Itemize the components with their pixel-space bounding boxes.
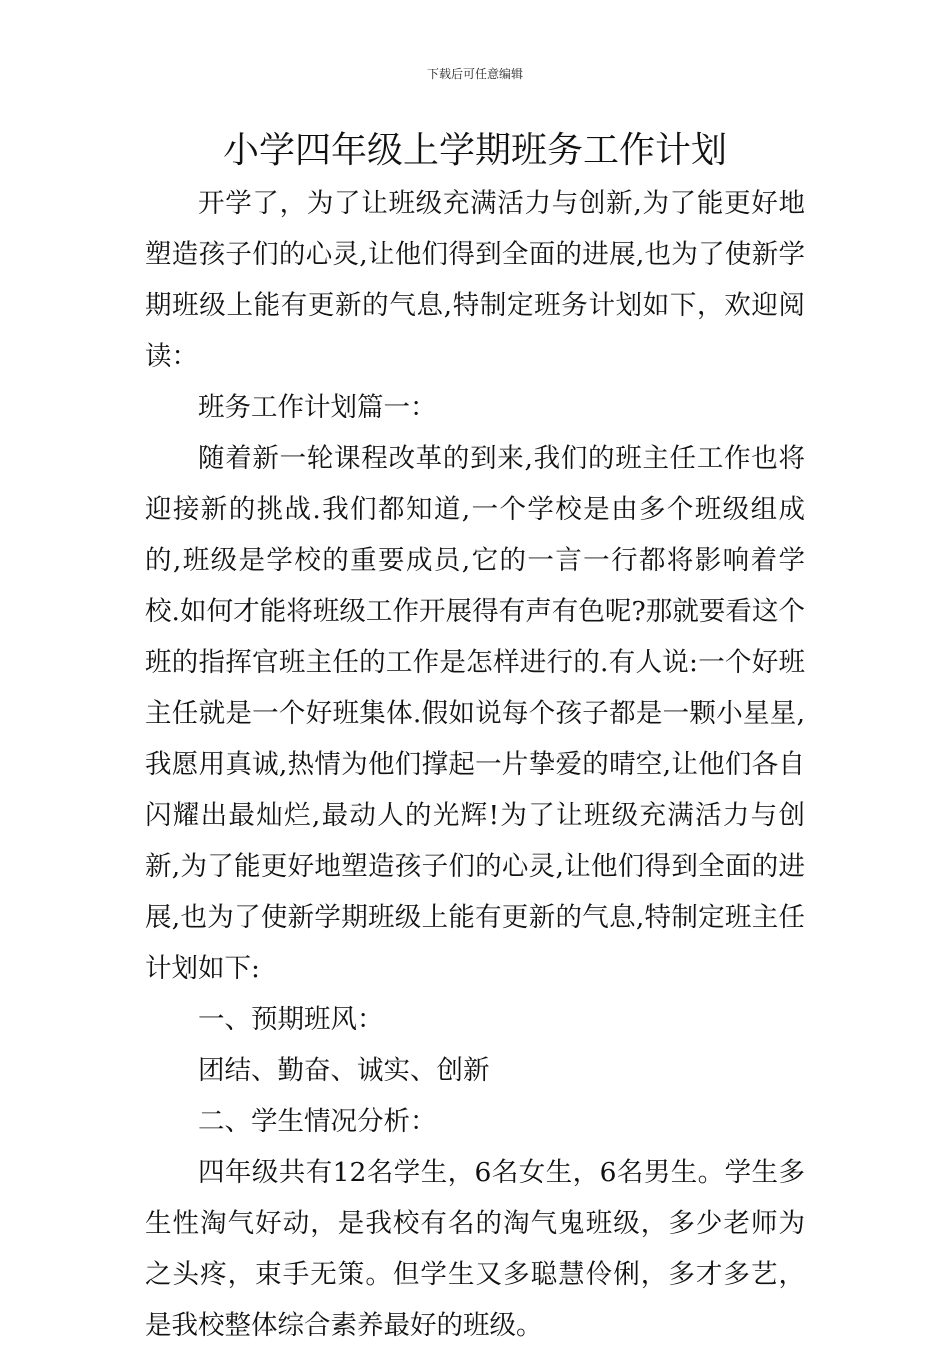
class-style-values: 团结、勤奋、诚实、创新 bbox=[198, 1055, 490, 1086]
document-title: 小学四年级上学期班务工作计划 bbox=[222, 130, 727, 171]
section-heading-plan-one: 班务工作计划篇一： bbox=[198, 392, 437, 423]
section-heading-class-style: 一、预期班风： bbox=[198, 1004, 384, 1035]
section-heading-student-analysis: 二、学生情况分析： bbox=[198, 1106, 437, 1137]
header-note: 下载后可任意编辑 bbox=[426, 67, 523, 81]
student-analysis-paragraph: 四年级共有12名学生，6名女生，6名男生。学生多生性淘气好动，是我校有名的淘气鬼班级，多少老师为之头疼，束手无策。但学生又多聪慧伶俐，多才多艺，是我校整体综合素养最好的班级。 bbox=[145, 1157, 805, 1341]
document-body bbox=[145, 178, 805, 1351]
intro-paragraph: 开学了，为了让班级充满活力与创新,为了能更好地塑造孩子们的心灵,让他们得到全面的进展,也为了使新学期班级上能有更新的气息,特制定班务计划如下，欢迎阅读： bbox=[145, 188, 805, 372]
body-paragraph: 随着新一轮课程改革的到来,我们的班主任工作也将迎接新的挑战.我们都知道,一个学校是由多个班级组成的,班级是学校的重要成员,它的一言一行都将影响着学校.如何才能将班级工作开展得有声有色呢?那就要看这个班的指挥官班主任的工作是怎样进行的.有人说:一个好班主任就是一个好班集体.假如说每个孩子都是一颗小星星,我愿用真诚,热情为他们撑起一片挚爱的晴空,让他们各自闪耀出最灿烂,最动人的光辉!为了让班级充满活力与创新,为了能更好地塑造孩子们的心灵,让他们得到全面的进展,也为了使新学期班级上能有更新的气息,特制定班主任计划如下: bbox=[145, 443, 805, 984]
